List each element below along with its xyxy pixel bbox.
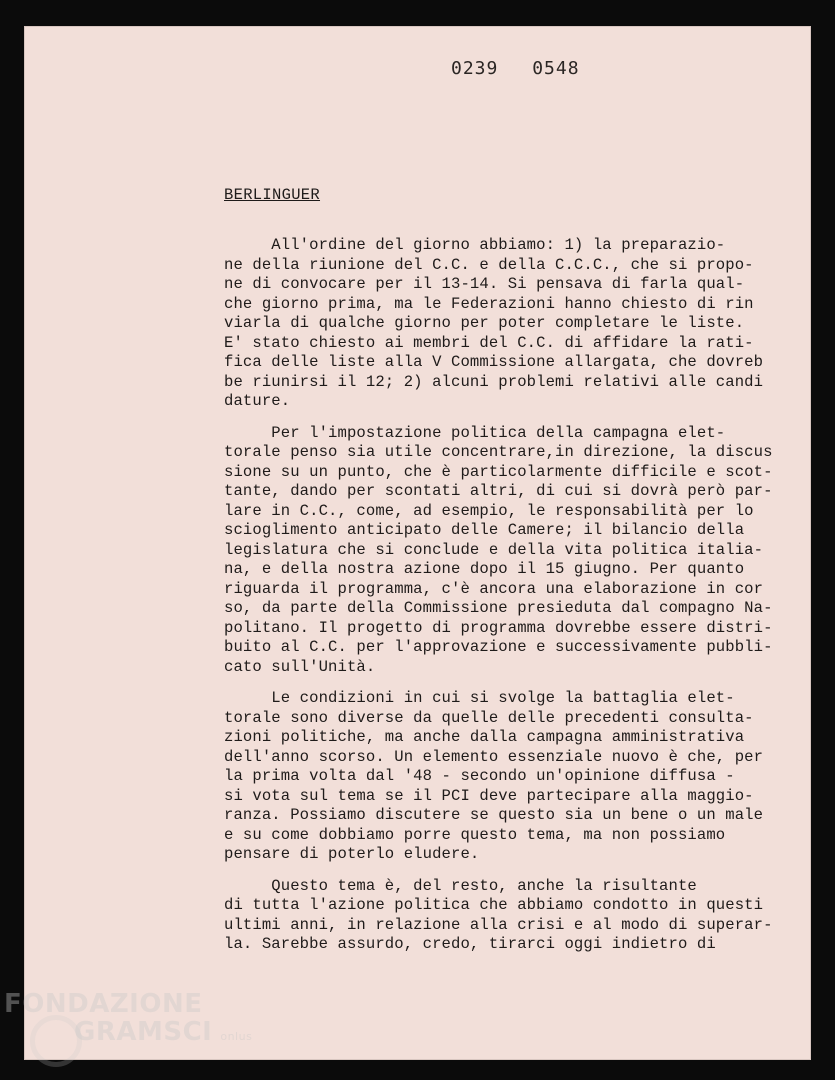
text-line: viarla di qualche giorno per poter completare le liste. [224, 314, 745, 332]
text-line: buito al C.C. per l'approvazione e successivamente pubbli- [224, 638, 773, 656]
text-line: torale sono diverse da quelle delle precedenti consulta- [224, 708, 754, 727]
text-line: ne di convocare per il 13-14. Si pensava di farla qual- [224, 275, 745, 293]
text-line: na, e della nostra azione dopo il 15 giugno. Per quanto [224, 560, 745, 578]
watermark-logo [4, 990, 252, 1051]
archive-number [451, 58, 602, 79]
text-line: la prima volta dal '48 - secondo un'opinione diffusa - [224, 767, 735, 785]
text-line: riguarda il programma, c'è ancora una elaborazione in cor [224, 579, 764, 598]
watermark-line2: GRAMSCI [74, 1017, 213, 1047]
text-line: dell'anno scorso. Un elemento essenziale nuovo è che, per [224, 747, 764, 766]
text-line: dature. [224, 392, 291, 410]
text-line: Questo tema è, del resto, anche la risultante [224, 876, 697, 895]
text-line: sione su un punto, che è particolarmente difficile e scot- [224, 462, 773, 481]
text-line: di tutta l'azione politica che abbiamo condotto in questi [224, 896, 764, 914]
text-line: cato sull'Unità. [224, 657, 376, 676]
text-line: torale penso sia utile concentrare,in direzione, la discus [224, 443, 773, 461]
text-line: pensare di poterlo eludere. [224, 845, 480, 863]
text-line: che giorno prima, ma le Federazioni hanno chiesto di rin [224, 294, 754, 313]
text-line: legislatura che si conclude e della vita politica italia- [224, 540, 764, 559]
archive-number-right: 0548 [532, 58, 580, 79]
watermark-suffix: onlus [220, 1030, 253, 1043]
text-line: Per l'impostazione politica della campagna elet- [224, 423, 726, 442]
paragraph [224, 424, 784, 678]
text-line: si vota sul tema se il PCI deve partecipare alla maggio- [224, 786, 754, 805]
watermark-line1: FONDAZIONE [4, 989, 203, 1019]
text-line: politano. Il progetto di programma dovrebbe essere distri- [224, 618, 773, 637]
text-line: ne della riunione del C.C. e della C.C.C., che si propo- [224, 255, 754, 274]
paragraph [224, 689, 784, 865]
text-line: zioni politiche, ma anche dalla campagna amministrativa [224, 728, 745, 746]
text-line: so, da parte della Commissione presieduta dal compagno Na- [224, 599, 773, 617]
text-line: E' stato chiesto ai membri del C.C. di affidare la rati- [224, 333, 754, 352]
text-line: be riunirsi il 12; 2) alcuni problemi relativi alle candi [224, 372, 764, 391]
text-line: ultimi anni, in relazione alla crisi e al modo di superar- [224, 915, 773, 934]
text-line: lare in C.C., come, ad esempio, le responsabilità per lo [224, 501, 754, 520]
text-line: fica delle liste alla V Commissione allargata, che dovreb [224, 353, 764, 371]
paragraph [224, 877, 784, 955]
archive-number-left: 0239 [451, 58, 499, 79]
text-line: tante, dando per scontati altri, di cui si dovrà però par- [224, 482, 773, 500]
text-line: All'ordine del giorno abbiamo: 1) la preparazio- [224, 236, 726, 254]
text-line: scioglimento anticipato delle Camere; il bilancio della [224, 521, 745, 539]
speaker-heading: BERLINGUER [224, 186, 321, 204]
text-line: e su come dobbiamo porre questo tema, ma non possiamo [224, 825, 726, 844]
text-line: ranza. Possiamo discutere se questo sia un bene o un male [224, 806, 764, 824]
document-body [224, 236, 784, 967]
text-line: Le condizioni in cui si svolge la battaglia elet- [224, 689, 735, 707]
paragraph [224, 236, 784, 412]
text-line: la. Sarebbe assurdo, credo, tirarci oggi indietro di [224, 935, 716, 953]
